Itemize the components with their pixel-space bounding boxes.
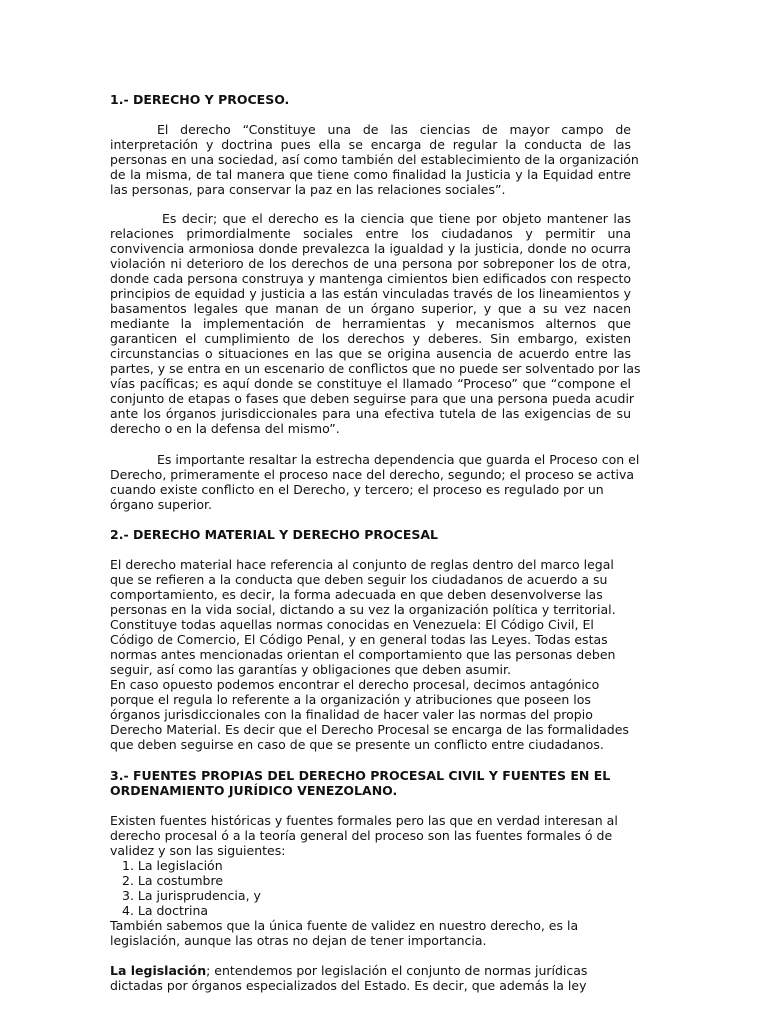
paragraph-line: violación ni deterioro de los derechos de una persona por sobreponer los de otra, — [110, 256, 631, 271]
paragraph-line: personas en la vida social, dictando a su vez la organización política y territorial. — [110, 602, 616, 617]
paragraph-line: que deben seguirse en caso de que se presente un conflicto entre ciudadanos. — [110, 737, 604, 752]
paragraph-line: vías pacíficas; es aquí donde se constituye el llamado “Proceso” que “compone el — [110, 376, 631, 391]
paragraph-line: que se refieren a la conducta que deben seguir los ciudadanos de acuerdo a su — [110, 572, 608, 587]
paragraph-line: principios de equidad y justicia a las están vinculadas través de los lineamientos y — [110, 286, 631, 301]
section-heading: 1.- DERECHO Y PROCESO. — [110, 92, 290, 107]
paragraph-line: derecho procesal ó a la teoría general del proceso son las fuentes formales ó de — [110, 828, 613, 843]
paragraph-line: donde cada persona construya y mantenga cimientos bien edificados con respecto — [110, 271, 631, 286]
paragraph-line: En caso opuesto podemos encontrar el derecho procesal, decimos antagónico — [110, 677, 600, 692]
paragraph-line: El derecho “Constituye una de las ciencias de mayor campo de — [157, 122, 631, 137]
paragraph-line: las personas, para conservar la paz en las relaciones sociales”. — [110, 182, 506, 197]
paragraph-line: derecho o en la defensa del mismo”. — [110, 421, 340, 436]
paragraph-line: Existen fuentes históricas y fuentes formales pero las que en verdad interesan al — [110, 813, 618, 828]
paragraph-line: Es decir; que el derecho es la ciencia que tiene por objeto mantener las — [162, 211, 631, 226]
paragraph-line: El derecho material hace referencia al conjunto de reglas dentro del marco legal — [110, 557, 614, 572]
paragraph-line: conjunto de etapas o fases que deben seguirse para que una persona pueda acudir — [110, 391, 635, 406]
paragraph-line: personas en una sociedad, así como también del establecimiento de la organización — [110, 152, 639, 167]
list-item: 4. La doctrina — [122, 903, 209, 918]
paragraph-line: validez y son las siguientes: — [110, 843, 286, 858]
list-item: 3. La jurisprudencia, y — [122, 888, 261, 903]
paragraph-line: mediante la implementación de herramientas y mecanismos alternos que — [110, 316, 631, 331]
section-heading: 3.- FUENTES PROPIAS DEL DERECHO PROCESAL CIVIL Y FUENTES EN EL — [110, 768, 611, 783]
paragraph-line: convivencia armoniosa donde prevalezca la igualdad y la justicia, donde no ocurra — [110, 241, 631, 256]
paragraph-line: garanticen el cumplimiento de los derechos y deberes. Sin embargo, existen — [110, 331, 631, 346]
paragraph-line: comportamiento, es decir, la forma adecuada en que deben desenvolverse las — [110, 587, 603, 602]
paragraph-line: normas antes mencionadas orientan el comportamiento que las personas deben — [110, 647, 616, 662]
paragraph-line: interpretación y doctrina pues ella se encarga de regular la conducta de las — [110, 137, 631, 152]
paragraph-line: Es importante resaltar la estrecha dependencia que guarda el Proceso con el — [157, 452, 640, 467]
paragraph-line: órgano superior. — [110, 497, 212, 512]
paragraph-line: Código de Comercio, El Código Penal, y en general todas las Leyes. Todas estas — [110, 632, 608, 647]
section-heading: ORDENAMIENTO JURÍDICO VENEZOLANO. — [110, 783, 398, 798]
paragraph-line: cuando existe conflicto en el Derecho, y tercero; el proceso es regulado por un — [110, 482, 604, 497]
term-bold: La legislación — [110, 963, 207, 978]
list-item: 2. La costumbre — [122, 873, 224, 888]
paragraph-line: de la misma, de tal manera que tiene como finalidad la Justicia y la Equidad entre — [110, 167, 631, 182]
paragraph-line: dictadas por órganos especializados del Estado. Es decir, que además la ley — [110, 978, 587, 993]
paragraph-line: legislación, aunque las otras no dejan de tener importancia. — [110, 933, 487, 948]
paragraph-line: partes, y se entra en un escenario de conflictos que no puede ser solventado por las — [110, 361, 641, 376]
term-definition: ; entendemos por legislación el conjunto de normas jurídicas — [206, 963, 588, 978]
paragraph-line: órganos jurisdiccionales con la finalidad de hacer valer las normas del propio — [110, 707, 593, 722]
paragraph-line: seguir, así como las garantías y obligaciones que deben asumir. — [110, 662, 511, 677]
paragraph-line: Constituye todas aquellas normas conocidas en Venezuela: El Código Civil, El — [110, 617, 594, 632]
list-item: 1. La legislación — [122, 858, 223, 873]
paragraph-line: basamentos legales que manan de un órgano superior, y que a su vez nacen — [110, 301, 631, 316]
paragraph-line: ante los órganos jurisdiccionales para una efectiva tutela de las exigencias de su — [110, 406, 631, 421]
paragraph-line: Derecho, primeramente el proceso nace del derecho, segundo; el proceso se activa — [110, 467, 635, 482]
paragraph-line: circunstancias o situaciones en las que se origina ausencia de acuerdo entre las — [110, 346, 631, 361]
paragraph-line: También sabemos que la única fuente de validez en nuestro derecho, es la — [110, 918, 579, 933]
paragraph-line — [110, 963, 587, 978]
paragraph-line: porque el regula lo referente a la organización y atribuciones que poseen los — [110, 692, 591, 707]
paragraph-line: relaciones primordialmente sociales entre los ciudadanos y permitir una — [110, 226, 631, 241]
section-heading: 2.- DERECHO MATERIAL Y DERECHO PROCESAL — [110, 527, 439, 542]
paragraph-line: Derecho Material. Es decir que el Derecho Procesal se encarga de las formalidades — [110, 722, 629, 737]
